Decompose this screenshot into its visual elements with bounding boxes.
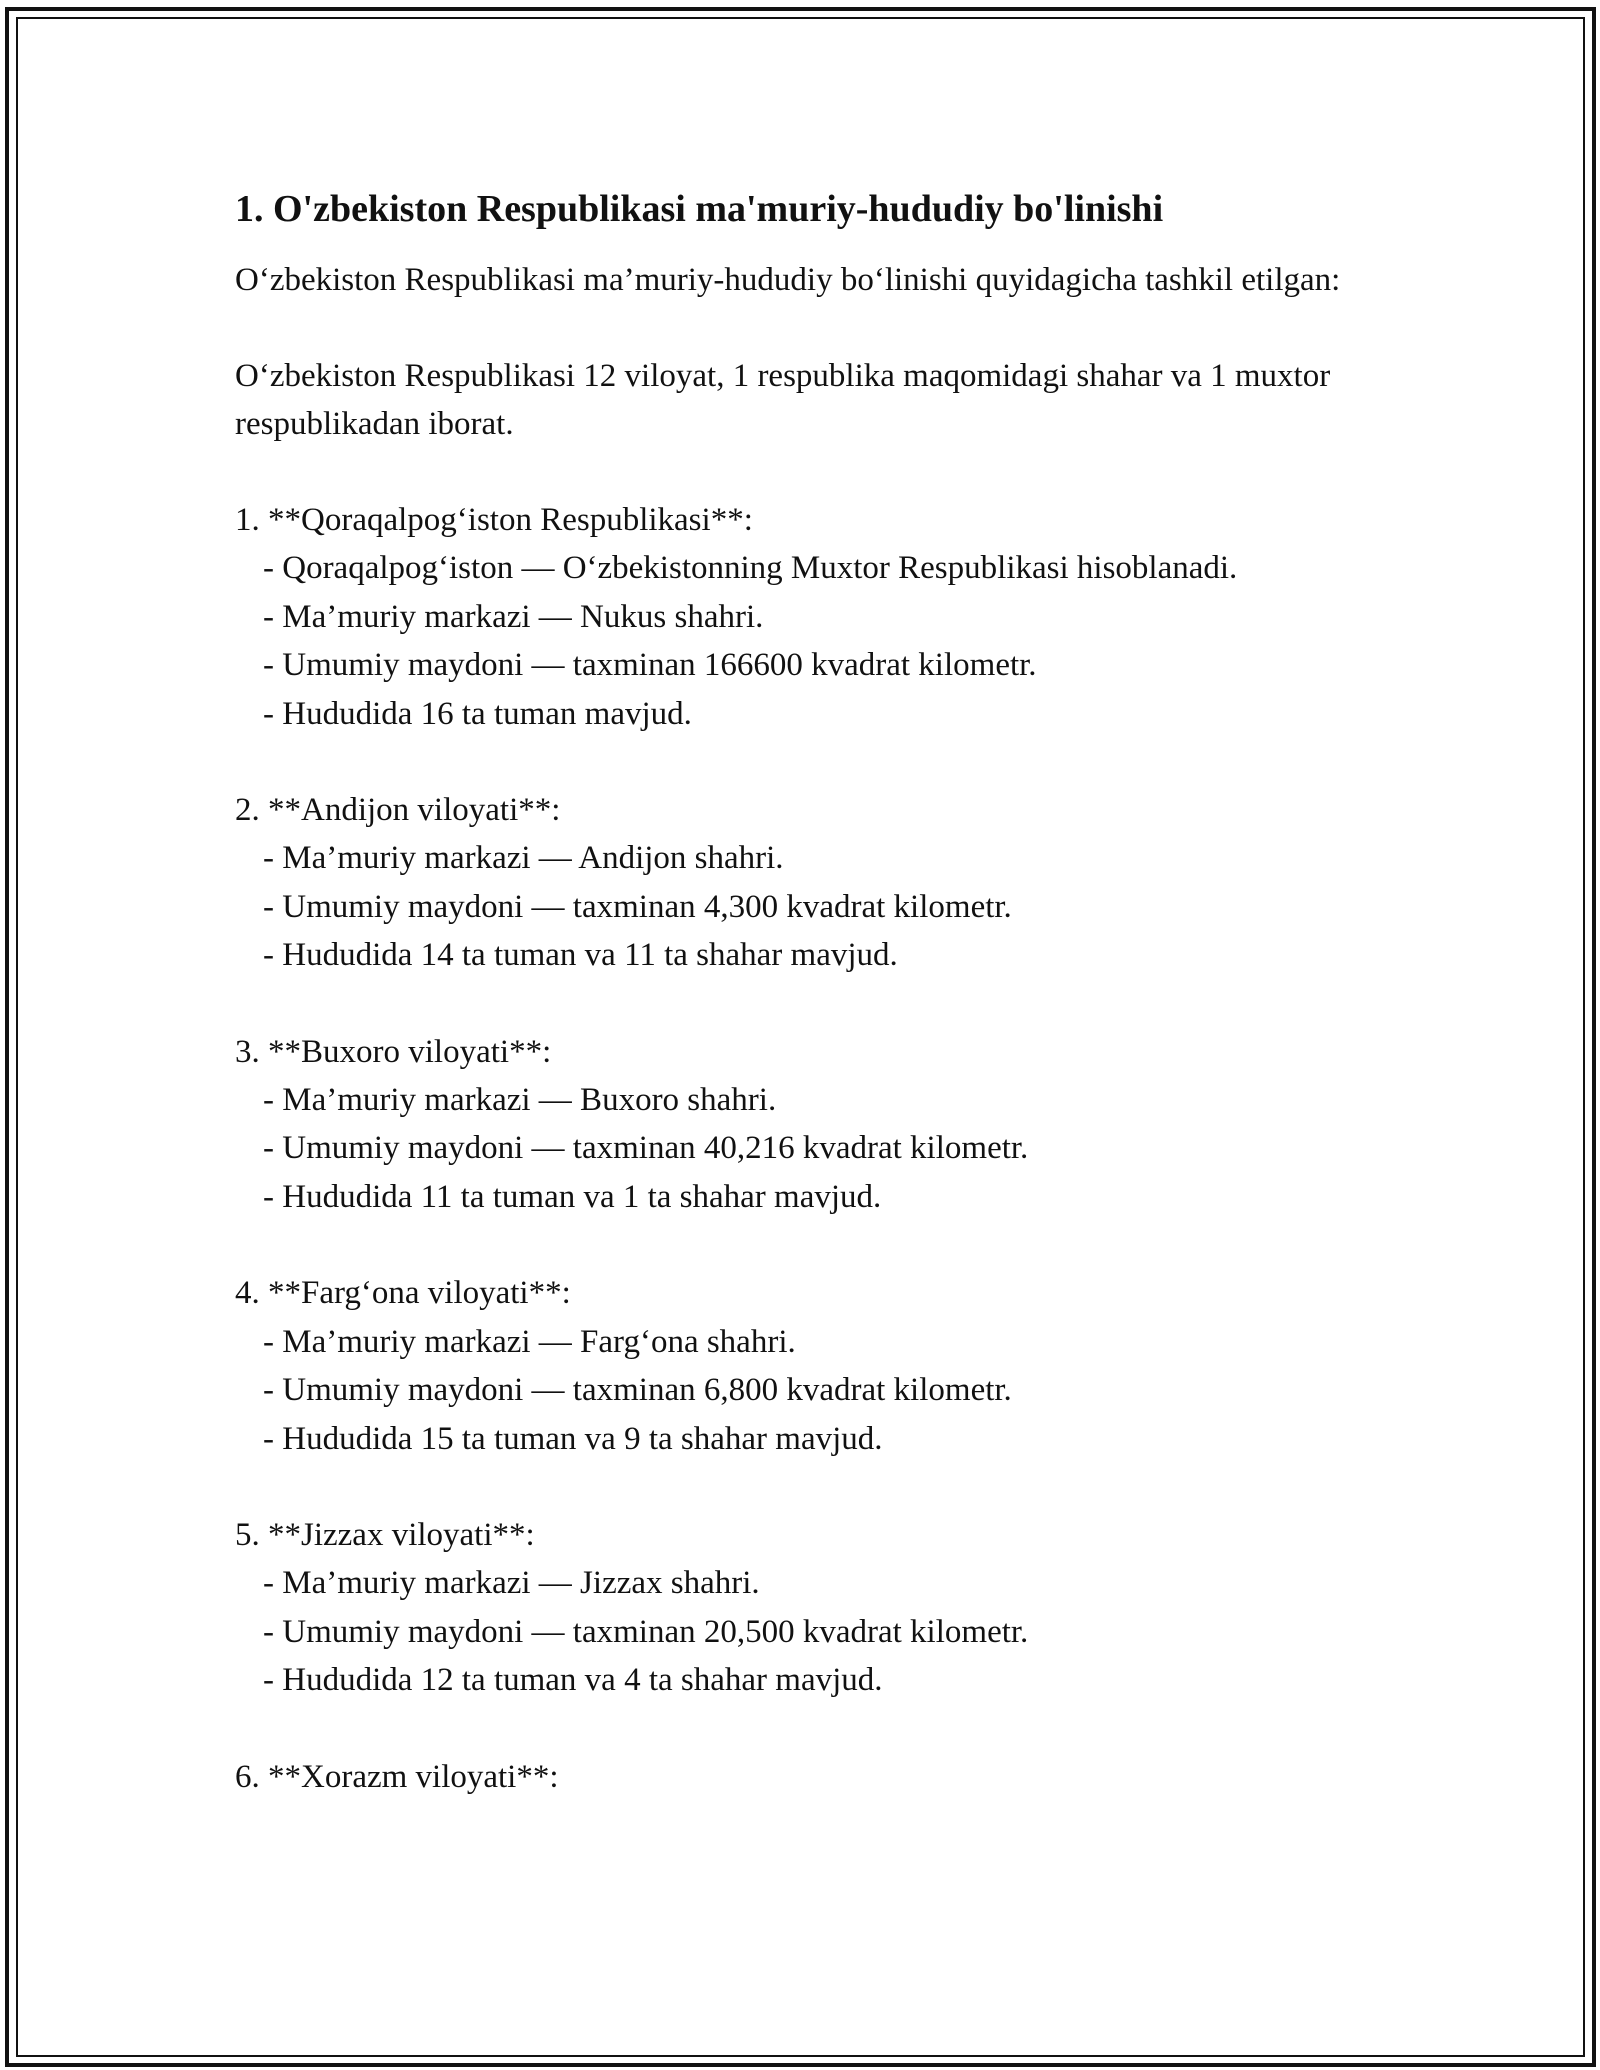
spacer bbox=[235, 304, 1385, 352]
spacer bbox=[235, 738, 1385, 786]
region-detail: - Ma’muriy markazi — Nukus shahri. bbox=[263, 598, 764, 635]
region-heading: 5. **Jizzax viloyati**: bbox=[235, 1516, 535, 1553]
region-item bbox=[235, 1511, 1385, 1705]
region-item bbox=[235, 1753, 1385, 1801]
region-item bbox=[235, 1269, 1385, 1463]
region-detail: - Umumiy maydoni — taxminan 20,500 kvadrat kilometr. bbox=[263, 1613, 1029, 1650]
region-detail: - Ma’muriy markazi — Andijon shahri. bbox=[263, 840, 784, 877]
region-detail: - Hududida 14 ta tuman va 11 ta shahar mavjud. bbox=[263, 937, 898, 974]
intro-paragraph: O‘zbekiston Respublikasi ma’muriy-hududiy bo‘linishi quyidagicha tashkil etilgan: bbox=[235, 262, 1341, 298]
spacer bbox=[235, 1463, 1385, 1511]
region-detail: - Hududida 16 ta tuman mavjud. bbox=[263, 695, 692, 732]
region-detail: - Umumiy maydoni — taxminan 4,300 kvadrat kilometr. bbox=[263, 888, 1012, 925]
region-detail: - Ma’muriy markazi — Farg‘ona shahri. bbox=[263, 1323, 796, 1360]
region-detail: - Hududida 11 ta tuman va 1 ta shahar mavjud. bbox=[263, 1178, 882, 1215]
region-detail: - Umumiy maydoni — taxminan 6,800 kvadrat kilometr. bbox=[263, 1372, 1012, 1409]
region-detail: - Umumiy maydoni — taxminan 166600 kvadrat kilometr. bbox=[263, 647, 1037, 684]
region-detail: - Hududida 12 ta tuman va 4 ta shahar mavjud. bbox=[263, 1662, 883, 1699]
region-list bbox=[235, 496, 1385, 1801]
spacer bbox=[235, 980, 1385, 1028]
region-heading: 1. **Qoraqalpog‘iston Respublikasi**: bbox=[235, 502, 753, 538]
region-detail: - Ma’muriy markazi — Buxoro shahri. bbox=[263, 1082, 777, 1119]
region-item bbox=[235, 496, 1385, 738]
region-heading: 4. **Farg‘ona viloyati**: bbox=[235, 1275, 571, 1312]
document-title: 1. O'zbekiston Respublikasi ma'muriy-hududiy bo'linishi bbox=[235, 188, 1164, 230]
region-heading: 3. **Buxoro viloyati**: bbox=[235, 1033, 552, 1070]
summary-paragraph: O‘zbekiston Respublikasi 12 viloyat, 1 respublika maqomidagi shahar va 1 muxtor respublikadan iborat. bbox=[235, 358, 1331, 442]
region-detail: - Qoraqalpog‘iston — O‘zbekistonning Muxtor Respublikasi hisoblanadi. bbox=[263, 550, 1238, 587]
document-body bbox=[235, 185, 1385, 1801]
region-heading: 2. **Andijon viloyati**: bbox=[235, 792, 561, 829]
region-detail: - Hududida 15 ta tuman va 9 ta shahar mavjud. bbox=[263, 1420, 883, 1457]
spacer bbox=[235, 1705, 1385, 1753]
region-detail: - Ma’muriy markazi — Jizzax shahri. bbox=[263, 1565, 760, 1602]
spacer bbox=[235, 448, 1385, 496]
spacer bbox=[235, 1221, 1385, 1269]
region-item bbox=[235, 786, 1385, 980]
region-heading: 6. **Xorazm viloyati**: bbox=[235, 1758, 559, 1795]
region-detail: - Umumiy maydoni — taxminan 40,216 kvadrat kilometr. bbox=[263, 1130, 1029, 1167]
region-item bbox=[235, 1028, 1385, 1222]
